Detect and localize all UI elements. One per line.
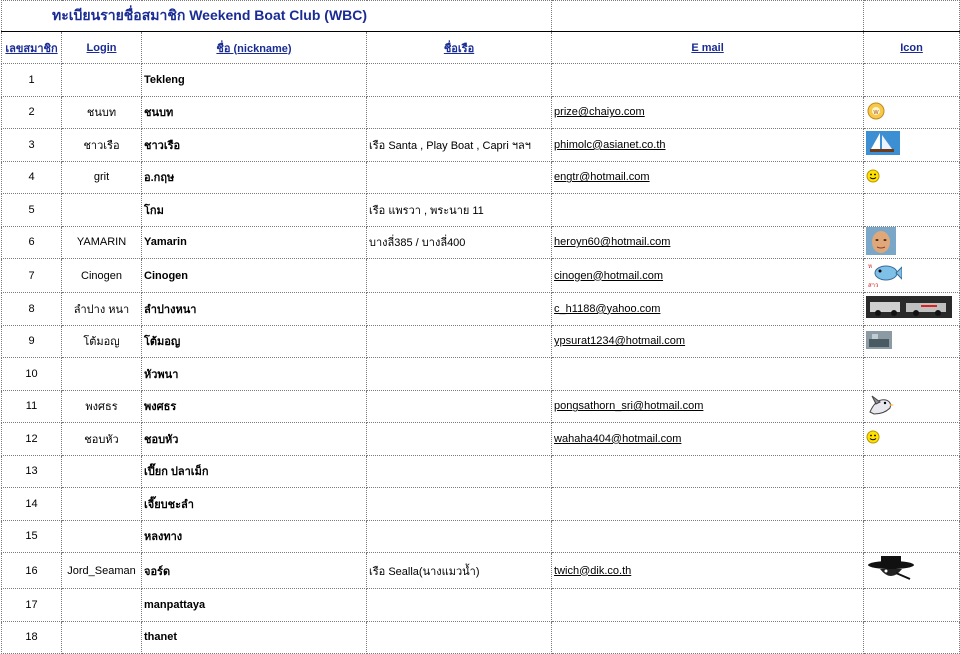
table-row <box>2 455 960 488</box>
member-no-cell: 11 <box>2 390 62 423</box>
email-cell[interactable]: pongsathorn_sri@hotmail.com <box>552 390 864 423</box>
boat-cell <box>367 96 552 129</box>
login-cell: ชอบหัว <box>62 423 142 456</box>
icon-cell <box>864 325 960 358</box>
login-cell <box>62 488 142 521</box>
login-cell <box>62 64 142 97</box>
table-row <box>2 96 960 129</box>
nickname-cell: หลงทาง <box>142 520 367 553</box>
member-no-cell: 17 <box>2 589 62 622</box>
table-row <box>2 553 960 589</box>
icon-cell <box>864 293 960 326</box>
nickname-cell: เจี๊ยบชะลำ <box>142 488 367 521</box>
svg-text:w: w <box>873 108 879 116</box>
title-blank-cell <box>552 1 864 32</box>
nickname-cell: ชาวเรือ <box>142 129 367 162</box>
boat-cell <box>367 358 552 391</box>
login-cell: YAMARIN <box>62 226 142 259</box>
nickname-cell: thanet <box>142 621 367 654</box>
icon-cell <box>864 390 960 423</box>
photo-thumb-icon <box>866 331 892 349</box>
table-row <box>2 325 960 358</box>
member-no-cell: 15 <box>2 520 62 553</box>
icon-cell <box>864 226 960 259</box>
icon-cell <box>864 96 960 129</box>
table-row <box>2 390 960 423</box>
member-no-cell: 16 <box>2 553 62 589</box>
login-cell: ลำปาง หนา <box>62 293 142 326</box>
icon-cell <box>864 621 960 654</box>
nickname-cell: จอร์ด <box>142 553 367 589</box>
face-photo-icon <box>866 227 896 255</box>
icon-cell <box>864 553 960 589</box>
login-cell: Cinogen <box>62 259 142 293</box>
sailboat-icon <box>866 131 900 155</box>
smiley-icon <box>866 430 880 444</box>
table-row <box>2 161 960 194</box>
login-cell <box>62 589 142 622</box>
icon-cell <box>864 161 960 194</box>
boat-cell <box>367 293 552 326</box>
login-cell <box>62 455 142 488</box>
icon-cell <box>864 129 960 162</box>
boat-cell <box>367 589 552 622</box>
login-cell: ชาวเรือ <box>62 129 142 162</box>
boat-cell: เรือ Sealla(นางแมวน้ำ) <box>367 553 552 589</box>
icon-cell <box>864 520 960 553</box>
bird-icon <box>866 392 894 418</box>
nickname-cell: Cinogen <box>142 259 367 293</box>
nickname-cell: โกม <box>142 194 367 227</box>
table-row <box>2 423 960 456</box>
nickname-cell: ลำปางหนา <box>142 293 367 326</box>
header-login[interactable]: Login <box>62 32 142 64</box>
login-cell: พงศธร <box>62 390 142 423</box>
email-cell[interactable]: cinogen@hotmail.com <box>552 259 864 293</box>
email-cell[interactable]: engtr@hotmail.com <box>552 161 864 194</box>
svg-text:สาว: สาว <box>868 283 879 289</box>
boat-cell <box>367 161 552 194</box>
email-cell[interactable]: ypsurat1234@hotmail.com <box>552 325 864 358</box>
login-cell <box>62 194 142 227</box>
member-no-cell: 5 <box>2 194 62 227</box>
member-no-cell: 9 <box>2 325 62 358</box>
login-cell <box>62 358 142 391</box>
nickname-cell: Yamarin <box>142 226 367 259</box>
member-no-cell: 6 <box>2 226 62 259</box>
login-cell: ชนบท <box>62 96 142 129</box>
login-cell: grit <box>62 161 142 194</box>
boat-cell <box>367 325 552 358</box>
boat-cell: บางลี่385 / บางลี่400 <box>367 226 552 259</box>
table-row <box>2 488 960 521</box>
table-row <box>2 358 960 391</box>
header-icon[interactable]: Icon <box>864 32 960 64</box>
fish-icon <box>866 259 902 289</box>
nickname-cell: เปี๊ยก ปลาเม็ก <box>142 455 367 488</box>
smiley-icon <box>866 169 880 183</box>
boat-cell: เรือ Santa , Play Boat , Capri ฯลฯ <box>367 129 552 162</box>
boat-cell <box>367 259 552 293</box>
title-row <box>2 1 960 32</box>
email-cell[interactable]: wahaha404@hotmail.com <box>552 423 864 456</box>
header-nickname[interactable]: ชื่อ (nickname) <box>142 32 367 64</box>
boat-cell <box>367 423 552 456</box>
flower-badge-icon <box>866 101 886 121</box>
email-cell <box>552 488 864 521</box>
login-cell <box>62 520 142 553</box>
icon-cell <box>864 358 960 391</box>
boat-cell <box>367 520 552 553</box>
email-cell <box>552 358 864 391</box>
email-cell[interactable]: c_h1188@yahoo.com <box>552 293 864 326</box>
member-table <box>1 0 960 654</box>
member-no-cell: 10 <box>2 358 62 391</box>
icon-cell <box>864 488 960 521</box>
icon-cell <box>864 455 960 488</box>
table-row <box>2 226 960 259</box>
member-no-cell: 2 <box>2 96 62 129</box>
email-cell <box>552 64 864 97</box>
nickname-cell: ชอบหัว <box>142 423 367 456</box>
icon-cell <box>864 589 960 622</box>
nickname-cell: พงศธร <box>142 390 367 423</box>
nickname-cell: โต้มอญ <box>142 325 367 358</box>
header-email[interactable]: E mail <box>552 32 864 64</box>
sheet-title: ทะเบียนรายชื่อสมาชิก Weekend Boat Club (WBC) <box>2 1 552 32</box>
email-cell <box>552 194 864 227</box>
email-cell <box>552 455 864 488</box>
header-boat[interactable]: ชื่อเรือ <box>367 32 552 64</box>
header-member-no[interactable]: เลขสมาชิก <box>2 32 62 64</box>
boat-cell <box>367 64 552 97</box>
email-cell[interactable]: phimolc@asianet.co.th <box>552 129 864 162</box>
boat-cell <box>367 488 552 521</box>
member-no-cell: 14 <box>2 488 62 521</box>
nickname-cell: อ.กฤษ <box>142 161 367 194</box>
header-row <box>2 32 960 64</box>
table-row <box>2 520 960 553</box>
boat-cell: เรือ แพรวา , พระนาย 11 <box>367 194 552 227</box>
nickname-cell: Tekleng <box>142 64 367 97</box>
boat-cell <box>367 621 552 654</box>
member-no-cell: 3 <box>2 129 62 162</box>
member-no-cell: 1 <box>2 64 62 97</box>
email-cell <box>552 621 864 654</box>
title-blank-cell <box>864 1 960 32</box>
email-cell <box>552 520 864 553</box>
nickname-cell: หัวพนา <box>142 358 367 391</box>
email-cell[interactable]: heroyn60@hotmail.com <box>552 226 864 259</box>
member-no-cell: 13 <box>2 455 62 488</box>
cowboy-hat-icon <box>866 553 916 585</box>
table-row <box>2 194 960 227</box>
svg-text:ห: ห <box>868 264 873 270</box>
email-cell <box>552 589 864 622</box>
email-cell[interactable]: twich@dik.co.th <box>552 553 864 589</box>
icon-cell <box>864 64 960 97</box>
table-row <box>2 64 960 97</box>
login-cell: โต้มอญ <box>62 325 142 358</box>
login-cell: Jord_Seaman <box>62 553 142 589</box>
table-row <box>2 293 960 326</box>
nickname-cell: manpattaya <box>142 589 367 622</box>
icon-cell <box>864 259 960 293</box>
boat-cell <box>367 390 552 423</box>
member-no-cell: 4 <box>2 161 62 194</box>
email-cell[interactable]: prize@chaiyo.com <box>552 96 864 129</box>
truck-icon <box>866 296 952 318</box>
nickname-cell: ชนบท <box>142 96 367 129</box>
login-cell <box>62 621 142 654</box>
member-no-cell: 7 <box>2 259 62 293</box>
member-no-cell: 8 <box>2 293 62 326</box>
member-no-cell: 12 <box>2 423 62 456</box>
icon-cell <box>864 423 960 456</box>
table-row <box>2 259 960 293</box>
boat-cell <box>367 455 552 488</box>
table-row <box>2 589 960 622</box>
icon-cell <box>864 194 960 227</box>
member-no-cell: 18 <box>2 621 62 654</box>
table-row <box>2 621 960 654</box>
table-row <box>2 129 960 162</box>
